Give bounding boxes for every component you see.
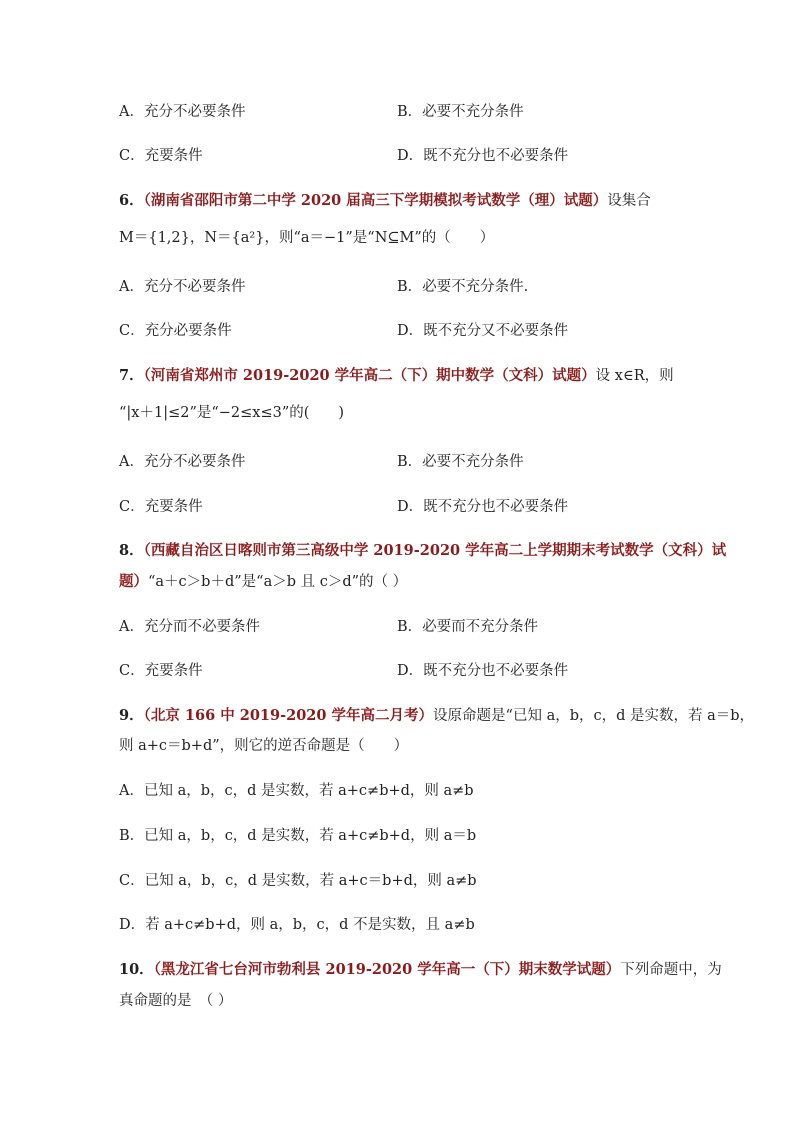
q7-stem-1: 设 x∈R，则 [595, 368, 674, 384]
q8-source-1: （西藏自治区日喀则市第三高级中学 2019-2020 学年高二上学期期末考试数学（文科）试 [143, 542, 727, 559]
q10-stem-2: 真命题的是 （ ） [119, 993, 233, 1009]
q6-option-b[interactable]: B．必要不充分条件. [397, 279, 529, 295]
q6-source: （湖南省邵阳市第二中学 2020 届高三下学期模拟考试数学（理）试题） [143, 192, 608, 209]
q7-option-b[interactable]: B．必要不充分条件 [397, 454, 524, 470]
q7-number: 7． [119, 367, 144, 384]
q7-option-d[interactable]: D．既不充分也不必要条件 [397, 499, 569, 515]
q8-stem: “a＋c＞b＋d”是“a＞b 且 c＞d”的（ ） [148, 574, 408, 590]
q6-option-a[interactable]: A．充分不必要条件 [119, 279, 246, 295]
q8-option-d[interactable]: D．既不充分也不必要条件 [397, 663, 569, 679]
q7-option-c[interactable]: C．充要条件 [119, 499, 203, 515]
q8-line-2 [119, 572, 407, 592]
q9-number: 9． [119, 707, 144, 724]
q9-line-2 [119, 736, 408, 756]
q7-source: （河南省郑州市 2019-2020 学年高二（下）期中数学（文科）试题） [143, 367, 596, 384]
q9-option-c[interactable]: C．已知 a，b，c，d 是实数，若 a+c＝b+d，则 a≠b [119, 873, 477, 889]
q8-option-b[interactable]: B．必要而不充分条件 [397, 619, 539, 635]
q10-number: 10． [119, 961, 154, 978]
q6-line-2 [119, 228, 494, 248]
q10-source: （黑龙江省七台河市勃利县 2019-2020 学年高一（下）期末数学试题） [153, 961, 621, 978]
q8-number: 8． [119, 542, 144, 559]
q9-source: （北京 166 中 2019-2020 学年高二月考） [143, 707, 434, 724]
q6-stem-2: M＝{1,2}，N＝{a²}，则“a＝−1”是“N⊆M”的（ ） [119, 230, 495, 246]
q10-line-2 [119, 991, 232, 1011]
q8-option-c[interactable]: C．充要条件 [119, 663, 203, 679]
q7-stem-2: “|x＋1|≤2”是“−2≤x≤3”的( ) [119, 405, 345, 421]
q5-option-b[interactable]: B．必要不充分条件 [397, 104, 524, 120]
q5-option-c[interactable]: C．充要条件 [119, 148, 203, 164]
q6-option-d[interactable]: D．既不充分又不必要条件 [397, 323, 569, 339]
q9-option-a[interactable]: A．已知 a，b，c，d 是实数，若 a+c≠b+d，则 a≠b [119, 783, 474, 799]
q7-option-a[interactable]: A．充分不必要条件 [119, 454, 246, 470]
q6-number: 6． [119, 192, 144, 209]
q9-stem-1: 设原命题是“已知 a，b，c，d 是实数，若 a＝b， [433, 708, 755, 724]
q9-stem-2: 则 a+c＝b+d”，则它的逆否命题是（ ） [119, 738, 409, 754]
q9-line-1 [119, 706, 754, 726]
q9-option-b[interactable]: B．已知 a，b，c，d 是实数，若 a+c≠b+d，则 a＝b [119, 828, 477, 844]
q5-option-a[interactable]: A．充分不必要条件 [119, 104, 246, 120]
q5-option-d[interactable]: D．既不充分也不必要条件 [397, 148, 569, 164]
q6-stem-1: 设集合 [607, 193, 651, 209]
q6-option-c[interactable]: C．充分必要条件 [119, 323, 232, 339]
q8-line-1 [119, 541, 726, 561]
q10-stem-1: 下列命题中，为 [620, 962, 722, 978]
q10-line-1 [119, 960, 722, 980]
q6-line-1 [119, 191, 651, 211]
q8-source-2: 题） [119, 573, 148, 590]
q8-option-a[interactable]: A．充分而不必要条件 [119, 619, 260, 635]
q9-option-d[interactable]: D．若 a+c≠b+d，则 a，b，c，d 不是实数，且 a≠b [119, 917, 475, 933]
q7-line-1 [119, 366, 674, 386]
q7-line-2 [119, 403, 344, 423]
